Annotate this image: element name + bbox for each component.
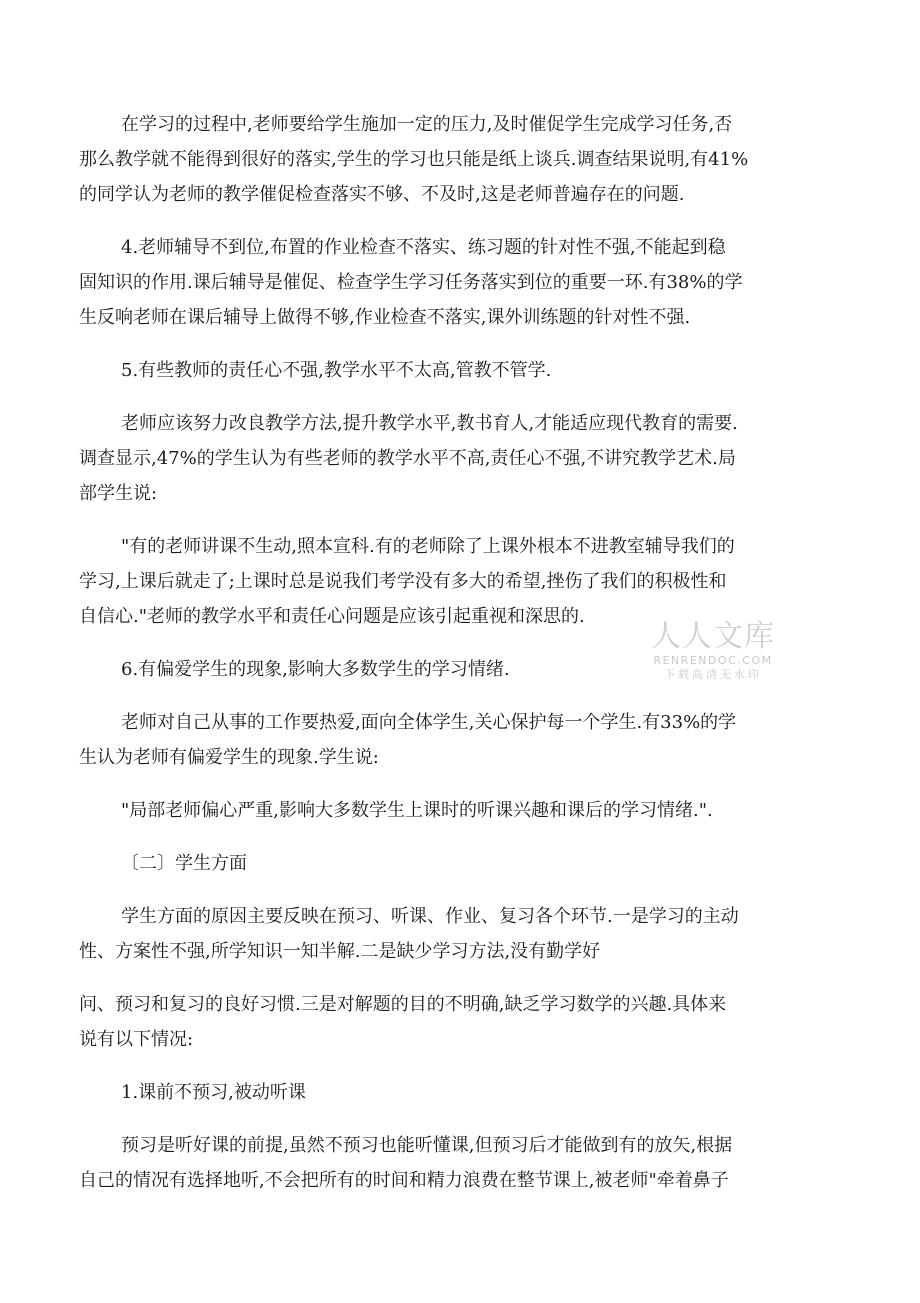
- text-line: 的同学认为老师的教学催促检查落实不够、不及时,这是老师普遍存在的问题.: [79, 184, 685, 205]
- text-line: 学生方面的原因主要反映在预习、听课、作业、复习各个环节.一是学习的主动: [121, 906, 739, 927]
- text-line: 6.有偏爱学生的现象,影响大多数学生的学习情绪.: [121, 659, 510, 680]
- watermark-title: 人人文库: [651, 619, 775, 654]
- text-line: 老师对自己从事的工作要热爱,面向全体学生,关心保护每一个学生.有33%的学: [121, 712, 737, 733]
- text-line: 预习是听好课的前提,虽然不预习也能听懂课,但预习后才能做到有的放矢,根据: [121, 1135, 733, 1156]
- text-line: 4.老师辅导不到位,布置的作业检查不落实、练习题的针对性不强,不能起到稳: [121, 237, 726, 258]
- text-line: 部学生说:: [79, 483, 158, 504]
- text-line: 说有以下情况:: [79, 1029, 194, 1050]
- watermark-site: RENRENDOC.COM: [653, 654, 773, 667]
- text-line: 生认为老师有偏爱学生的现象.学生说:: [79, 747, 379, 768]
- text-line: 老师应该努力改良教学方法,提升教学水平,教书育人,才能适应现代教育的需要.: [121, 413, 738, 434]
- text-line: 固知识的作用.课后辅导是催促、检查学生学习任务落实到位的重要一环.有38%的学: [79, 272, 743, 293]
- text-line: 那么教学就不能得到很好的落实,学生的学习也只能是纸上谈兵.调查结果说明,有41%: [79, 149, 749, 170]
- watermark-tagline: 下载高清无水印: [664, 668, 762, 681]
- text-line: 学习,上课后就走了;上课时总是说我们考学没有多大的希望,挫伤了我们的积极性和: [79, 571, 727, 592]
- text-line: 1.课前不预习,被动听课: [121, 1082, 306, 1103]
- text-line: 自信心."老师的教学水平和责任心问题是应该引起重视和深思的.: [79, 606, 585, 627]
- text-line: 在学习的过程中,老师要给学生施加一定的压力,及时催促学生完成学习任务,否: [121, 114, 733, 135]
- text-line: 自己的情况有选择地听,不会把所有的时间和精力浪费在整节课上,被老师"牵着鼻子: [79, 1170, 729, 1191]
- section-heading: 〔二〕学生方面: [121, 853, 247, 874]
- text-line: 性、方案性不强,所学知识一知半解.二是缺少学习方法,没有勤学好: [79, 941, 601, 962]
- text-line: 问、预习和复习的良好习惯.三是对解题的目的不明确,缺乏学习数学的兴趣.具体来: [79, 994, 727, 1015]
- text-line: "局部老师偏心严重,影响大多数学生上课时的听课兴趣和课后的学习情绪.".: [121, 800, 713, 821]
- watermark-logo: [648, 620, 778, 682]
- text-line: 生反响老师在课后辅导上做得不够,作业检查不落实,课外训练题的针对性不强.: [79, 307, 691, 328]
- text-line: "有的老师讲课不生动,照本宣科.有的老师除了上课外根本不进教室辅导我们的: [121, 536, 735, 557]
- text-line: 5.有些教师的责任心不强,教学水平不太高,管教不管学.: [121, 360, 552, 381]
- text-line: 调查显示,47%的学生认为有些老师的教学水平不高,责任心不强,不讲究教学艺术.局: [79, 448, 736, 469]
